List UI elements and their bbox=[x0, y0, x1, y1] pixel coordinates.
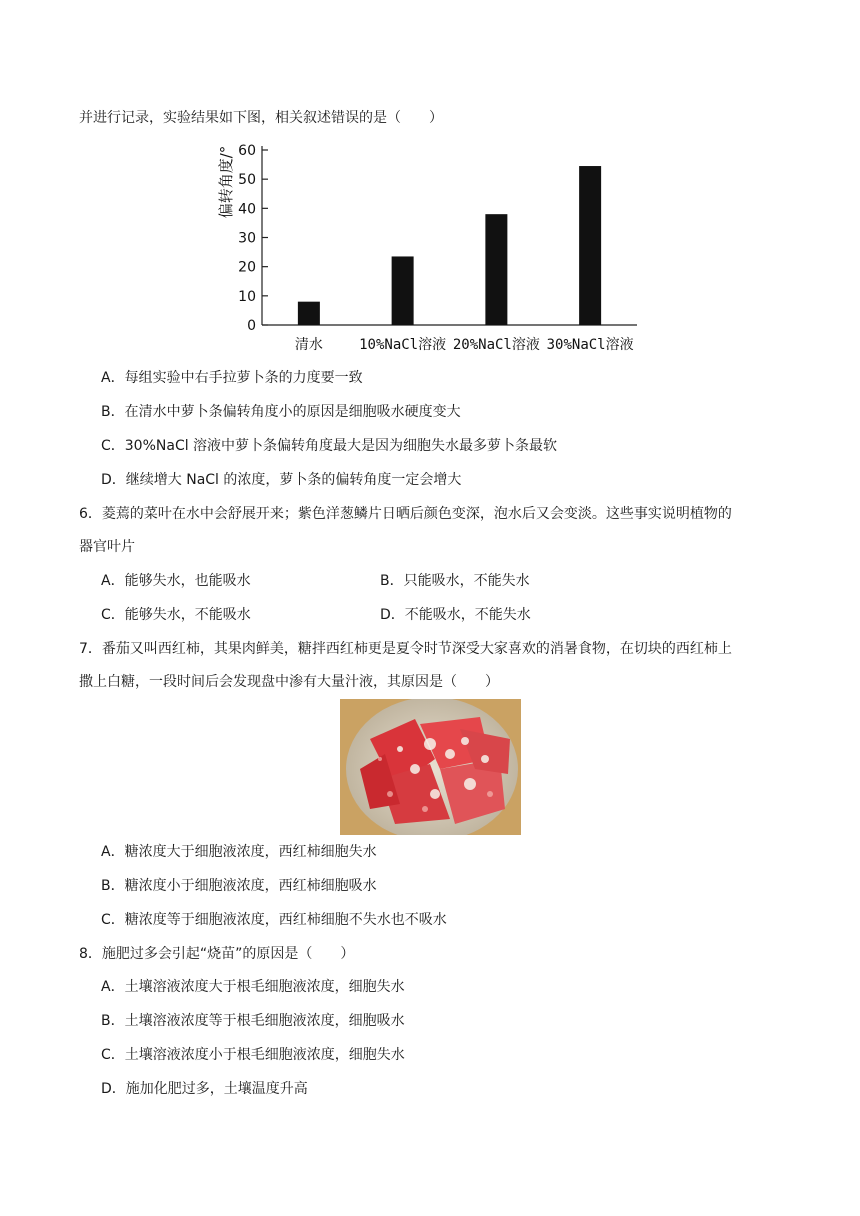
q5-option-b: B．在清水中萝卜条偏转角度小的原因是细胞吸水硬度变大 bbox=[101, 404, 461, 420]
y-tick-label: 0 bbox=[247, 318, 256, 334]
q7-option-a: A．糖浓度大于细胞液浓度，西红柿细胞失水 bbox=[101, 844, 377, 860]
q5-stem: 并进行记录，实验结果如下图，相关叙述错误的是（ ） bbox=[79, 110, 443, 126]
chart-y-label: 偏转角度/° bbox=[217, 145, 235, 219]
q6-option-b: B．只能吸水，不能失水 bbox=[380, 573, 530, 589]
y-tick-label: 40 bbox=[238, 201, 256, 218]
q8-option-d: D．施加化肥过多，土壤温度升高 bbox=[101, 1081, 308, 1097]
q5-option-c: C．30%NaCl 溶液中萝卜条偏转角度最大是因为细胞失水最多萝卜条最软 bbox=[101, 438, 558, 454]
y-tick-label: 50 bbox=[238, 172, 256, 189]
bar bbox=[579, 166, 601, 325]
deflection-angle-bar-chart bbox=[205, 138, 655, 360]
q8-option-a: A．土壤溶液浓度大于根毛细胞液浓度，细胞失水 bbox=[101, 979, 405, 995]
q6-stem-line2: 器官叶片 bbox=[79, 539, 135, 555]
q7-stem-line1: 7．番茄又叫西红柿，其果肉鲜美，糖拌西红柿更是夏令时节深受大家喜欢的消暑食物，在切块的西红柿上 bbox=[79, 641, 732, 657]
q7-stem-line2: 撒上白糖，一段时间后会发现盘中渗有大量汁液，其原因是（ ） bbox=[79, 674, 499, 690]
x-tick-label: 清水 bbox=[294, 337, 323, 353]
q8-stem: 8．施肥过多会引起“烧苗”的原因是（ ） bbox=[79, 946, 355, 962]
chart-y-ticks bbox=[238, 143, 268, 334]
x-tick-label: 20%NaCl溶液 bbox=[452, 337, 540, 353]
y-tick-label: 60 bbox=[238, 143, 256, 159]
x-tick-label: 10%NaCl溶液 bbox=[359, 337, 447, 353]
q5-option-d: D．继续增大 NaCl 的浓度，萝卜条的偏转角度一定会增大 bbox=[101, 472, 462, 488]
chart-x-labels bbox=[295, 336, 634, 353]
q8-option-b: B．土壤溶液浓度等于根毛细胞液浓度，细胞吸水 bbox=[101, 1013, 405, 1029]
bar bbox=[392, 256, 414, 325]
x-tick-label: 30%NaCl溶液 bbox=[546, 337, 634, 353]
q7-option-c: C．糖浓度等于细胞液浓度，西红柿细胞不失水也不吸水 bbox=[101, 912, 447, 928]
q7-option-b: B．糖浓度小于细胞液浓度，西红柿细胞吸水 bbox=[101, 878, 377, 894]
y-tick-label: 30 bbox=[238, 230, 256, 247]
y-tick-label: 20 bbox=[238, 259, 256, 276]
chart-bars bbox=[298, 166, 601, 325]
q6-option-a: A．能够失水，也能吸水 bbox=[101, 573, 251, 589]
sugared-tomato-photo bbox=[340, 699, 521, 835]
q5-option-a: A．每组实验中右手拉萝卜条的力度要一致 bbox=[101, 370, 363, 386]
y-tick-label: 10 bbox=[238, 288, 256, 305]
q8-option-c: C．土壤溶液浓度小于根毛细胞液浓度，细胞失水 bbox=[101, 1047, 405, 1063]
q6-option-c: C．能够失水，不能吸水 bbox=[101, 607, 251, 623]
q6-stem-line1: 6．菱蔫的菜叶在水中会舒展开来；紫色洋葱鳞片日晒后颜色变深，泡水后又会变淡。这些事实说明植物的 bbox=[79, 506, 732, 522]
q6-option-d: D．不能吸水，不能失水 bbox=[380, 607, 531, 623]
bar bbox=[485, 214, 507, 325]
bar bbox=[298, 302, 320, 325]
